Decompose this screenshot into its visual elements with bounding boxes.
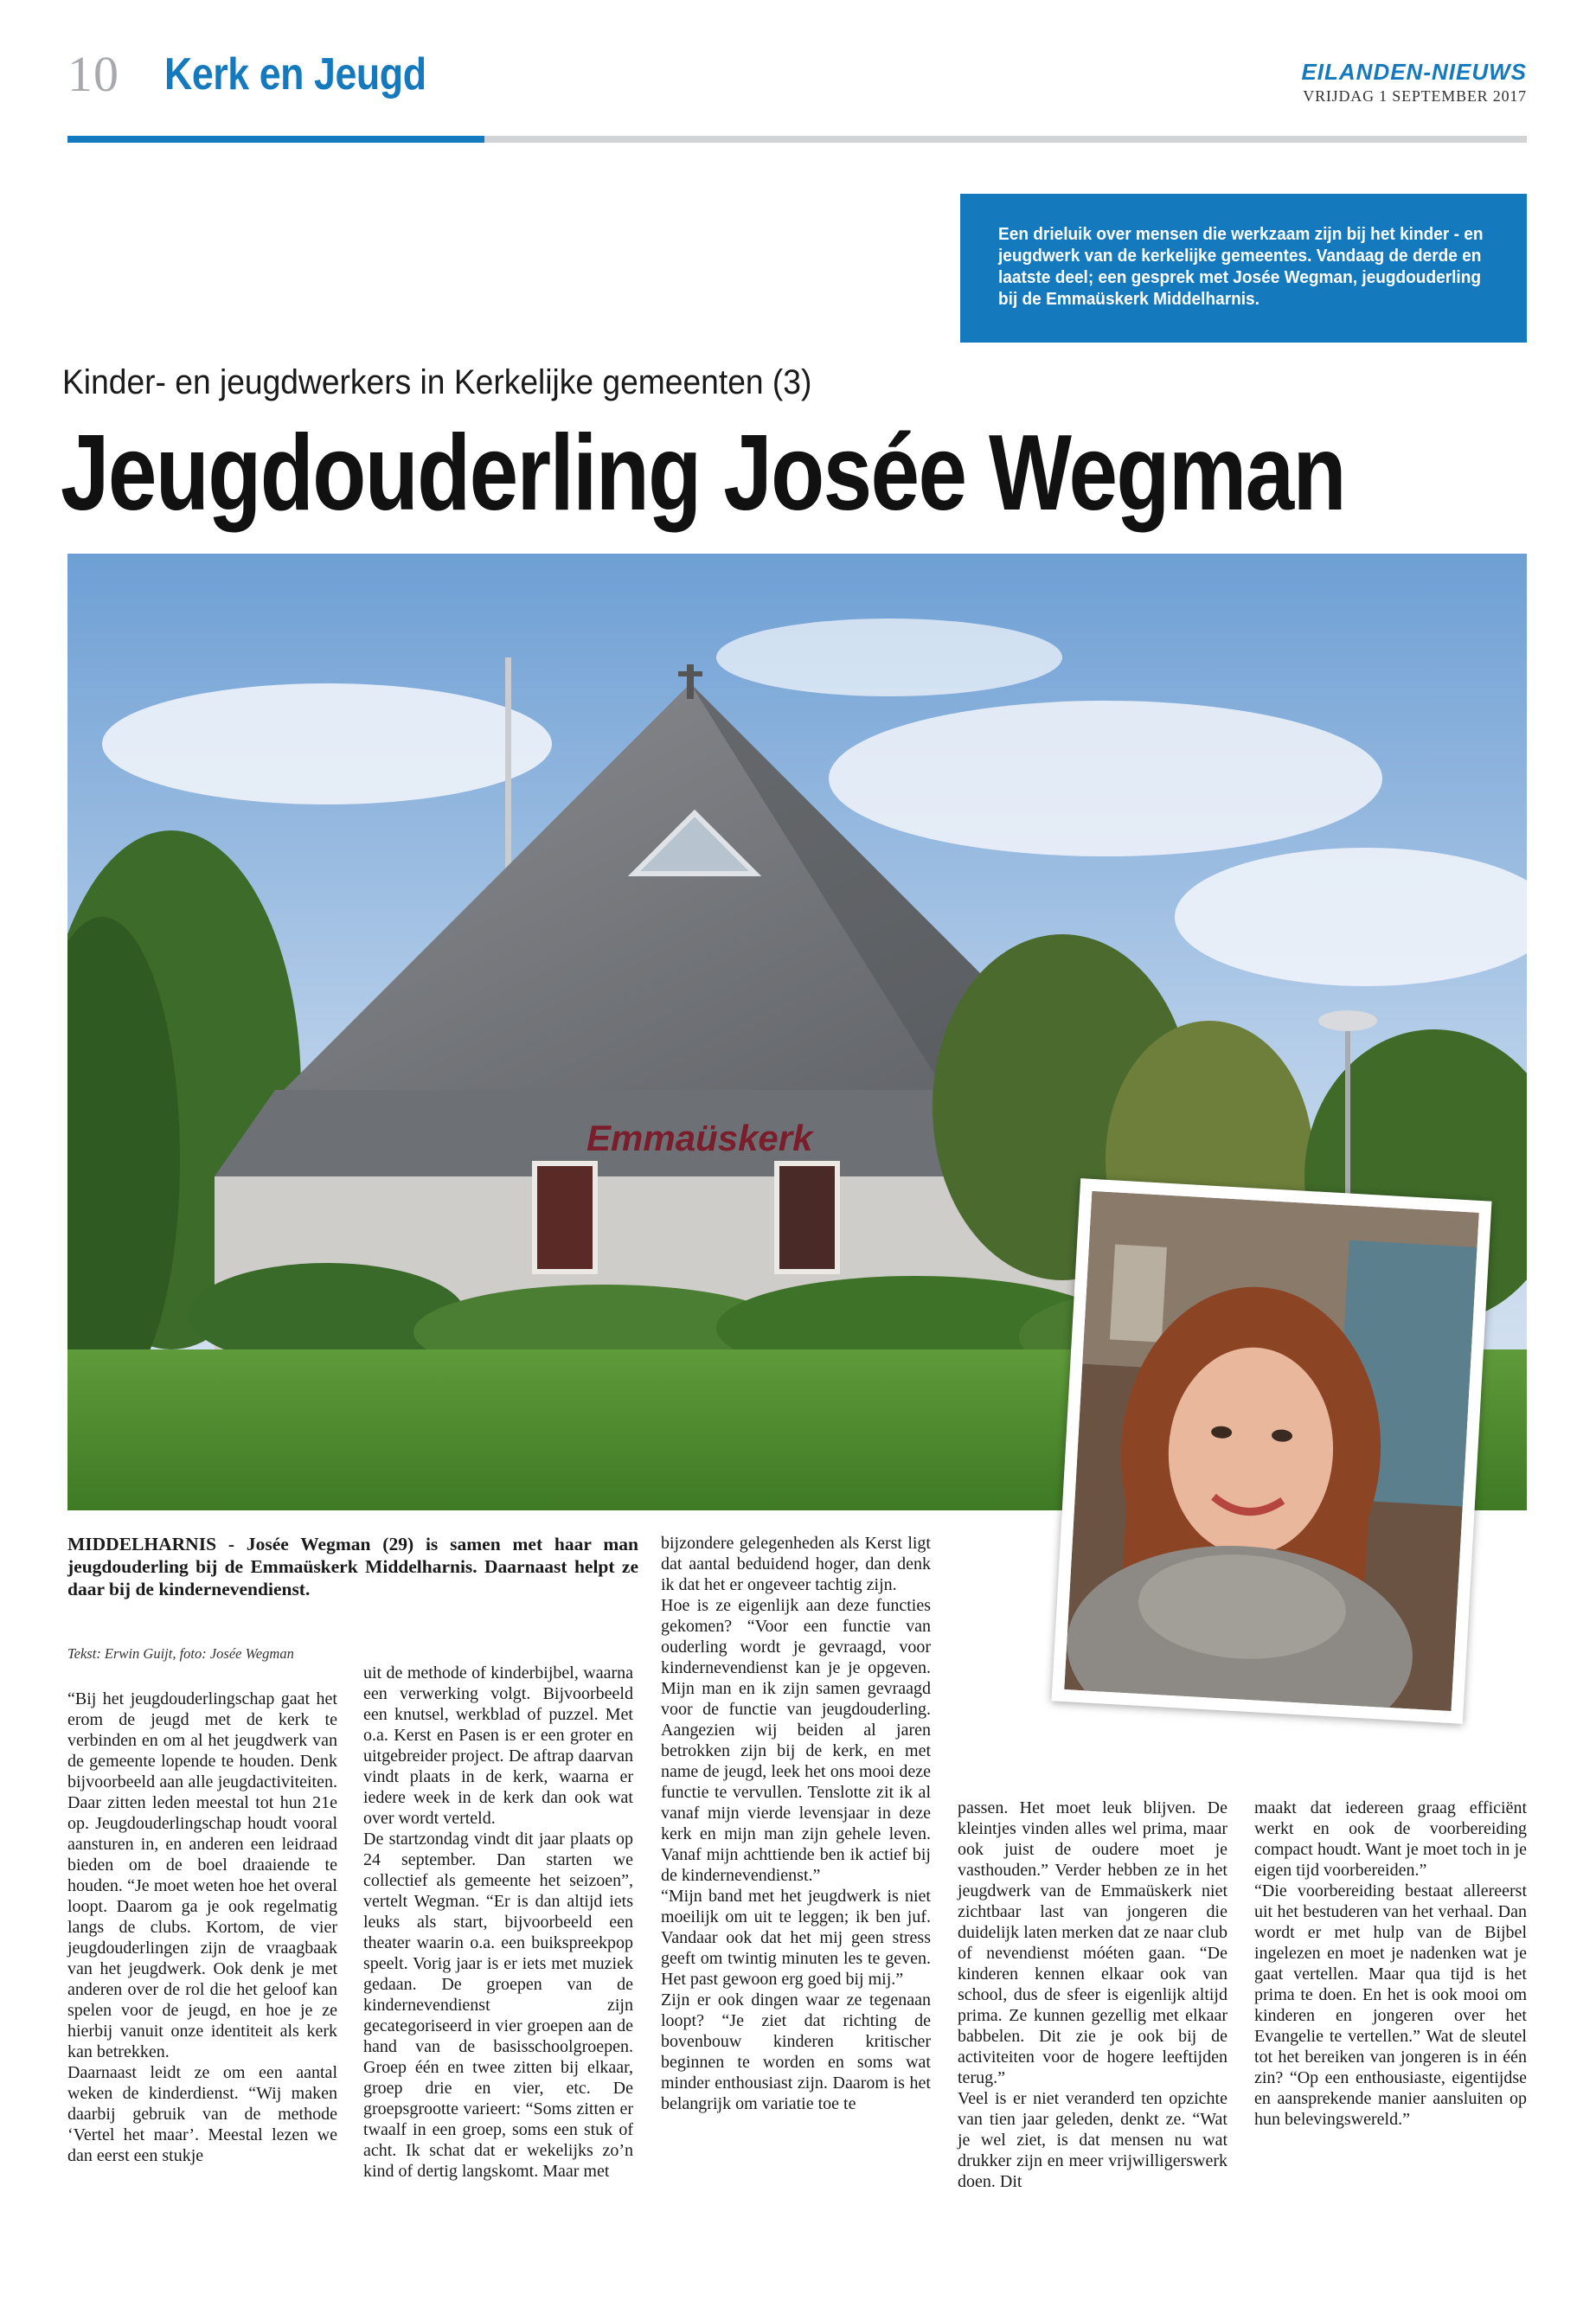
paragraph: Daarnaast leidt ze om een aantal weken de kinderdienst. “Wij maken daarbij gebruik van de methode ‘Vertel het maar’. Meestal lezen we dan eerst een stukje <box>67 2063 337 2165</box>
text-column-5 <box>1254 1798 1527 2130</box>
paragraph: bijzondere gelegenheden als Kerst ligt dat aantal beduidend hoger, dan denk ik dat het er ongeveer tachtig zijn. <box>661 1534 931 1594</box>
issue-date: VRIJDAG 1 SEPTEMBER 2017 <box>1303 87 1527 105</box>
text-column-2 <box>363 1663 633 2182</box>
portrait-photo <box>1051 1178 1491 1724</box>
paragraph: uit de methode of kinderbijbel, waarna een verwerking volgt. Bijvoorbeeld een knutsel, werkblad of puzzel. Met o.a. Kerst en Pasen is er een groter en uitgebreider project. De aftrap daarvan vindt plaats in de kerk, waarna er iedere week in de kerk dan ook wat over wordt verteld. <box>363 1663 633 1828</box>
article-kicker: Kinder- en jeugdwerkers in Kerkelijke gemeenten (3) <box>62 363 812 401</box>
paragraph: “Mijn band met het jeugdwerk is niet moeilijk om uit te leggen; ik ben juf. Vandaar ook dat het mij geen stress geeft om twintig minuten les te geven. Het past gewoon erg goed bij mij.” <box>661 1887 931 1989</box>
header-rule-accent <box>67 136 484 143</box>
newspaper-logo: EILANDEN-NIEUWS <box>1301 59 1527 85</box>
building-sign: Emmaüskerk <box>586 1118 813 1158</box>
paragraph: De startzondag vindt dit jaar plaats op 24 september. Dan starten we collectief als gemeente het seizoen”, vertelt Wegman. “Er is dan altijd iets leuks als start, bijvoorbeeld een theater waarin o.a. een buikspreekpop speelt. Vorig jaar is er iets met muziek gedaan. De groepen van de kindernevendienst zijn gecategoriseerd in vier groepen aan de hand van de basisschoolgroepen. Groep één en twee zitten bij elkaar, groep drie en vier, etc. De groepsgrootte varieert: “Soms zitten er twaalf in een groep, soms een stuk of acht. Ik schat dat er wekelijks zo’n kind of dertig langskomt. Maar met <box>363 1830 633 2181</box>
paragraph: “Bij het jeugdouderlingschap gaat het erom de jeugd met de kerk te verbinden en om al het jeugdwerk van de gemeente lopende te houden. Denk bijvoorbeeld aan alle jeugdactiviteiten. Daar zitten leden meestal tot hun 21e op. Jeugdouderlingschap houdt vooral aansturen in, en anderen een leidraad bieden om de boel draaiende te houden. “Je moet weten hoe het overal loopt. Daarom ga je ook regelmatig langs de clubs. Kortom, de vier jeugdouderlingen zijn de vraagbaak van het jeugdwerk. Ook denk je met anderen over de rol die het geloof kan spelen voor de jeugd, en hoe je ze hierbij vanuit onze identiteit als kerk kan betrekken. <box>67 1689 337 2061</box>
intro-text: Een drieluik over mensen die werkzaam zijn bij het kinder - en jeugdwerk van de kerkelijke gemeentes. Vandaag de derde en laatste deel; een gesprek met Josée Wegman, jeugdouderling bij de Emmaüskerk Middelharnis. <box>998 224 1484 309</box>
text-column-3 <box>661 1533 931 2114</box>
paragraph: Zijn er ook dingen waar ze tegenaan loopt? “Je ziet dat richting de bovenbouw kinderen kritischer beginnen te worden en soms wat minder enthousiast zijn. Daarom is het belangrijk om variatie toe te <box>661 1990 931 2113</box>
article-lead: MIDDELHARNIS - Josée Wegman (29) is samen met haar man jeugdouderling bij de Emmaüskerk Middelharnis. Daarnaast helpt ze daar bij de kindernevendienst. <box>67 1534 638 1599</box>
photo-credit: Tekst: Erwin Guijt, foto: Josée Wegman <box>67 1645 294 1662</box>
article-headline: Jeugdouderling Josée Wegman <box>61 413 1345 533</box>
portrait-photo-icon <box>1064 1191 1479 1711</box>
text-column-4 <box>958 1798 1227 2192</box>
paragraph: passen. Het moet leuk blijven. De kleintjes vinden alles wel prima, maar ook juist de oudere moet je vasthouden.” Verder hebben ze in het jeugdwerk van de Emmaüskerk niet zichtbaar last van jongeren die duidelijk laten merken dat ze naar club of nevendienst móéten gaan. “De kinderen kennen elkaar ook van school, dus de sfeer is eigenlijk altijd prima. Ze kunnen gezellig met elkaar babbelen. Dit zie je ook bij de activiteiten voor de hogere leeftijden terug.” <box>958 1798 1227 2087</box>
intro-box <box>960 194 1527 343</box>
text-column-1 <box>67 1689 337 2166</box>
paragraph: “Die voorbereiding bestaat allereerst uit het bestuderen van het verhaal. Dan wordt er met hulp van de Bijbel ingelezen en moet je nadenken wat je gaat vertellen. Maar qua tijd is het prima te doen. En het is ook mooi om kinderen en jongeren over het Evangelie te vertellen.” Wat de sleutel tot het bereiken van jongeren is in één zin? “Op een enthousiaste, eigentijdse en aansprekende manier aansluiten op hun belevingswereld.” <box>1254 1881 1527 2129</box>
paragraph: maakt dat iedereen graag efficiënt werkt en ook de voorbereiding compact houdt. Want je moet toch in je eigen tijd voorbereiden.” <box>1254 1798 1527 1880</box>
paragraph: Veel is er niet veranderd ten opzichte van tien jaar geleden, denkt ze. “Wat je wel ziet, is dat mensen nu wat drukker zijn en meer vrijwilligerswerk doen. Dit <box>958 2089 1227 2191</box>
page-number: 10 <box>67 46 119 102</box>
section-title: Kerk en Jeugd <box>164 49 426 99</box>
paragraph: Hoe is ze eigenlijk aan deze functies gekomen? “Voor een functie van ouderling wordt je gevraagd, voor kindernevendienst kan je je opgeven. Mijn man en ik zijn samen gevraagd voor de functie van jeugdouderling. Aangezien wij beiden al jaren betrokken zijn bij de kerk, en met name de jeugd, leek het ons mooi deze functie te vervullen. Tenslotte zit ik al vanaf mijn vierde levensjaar in deze kerk en mijn man zijn gehele leven. Vanaf mijn achttiende ben ik actief bij de kindernevendienst.” <box>661 1596 931 1885</box>
